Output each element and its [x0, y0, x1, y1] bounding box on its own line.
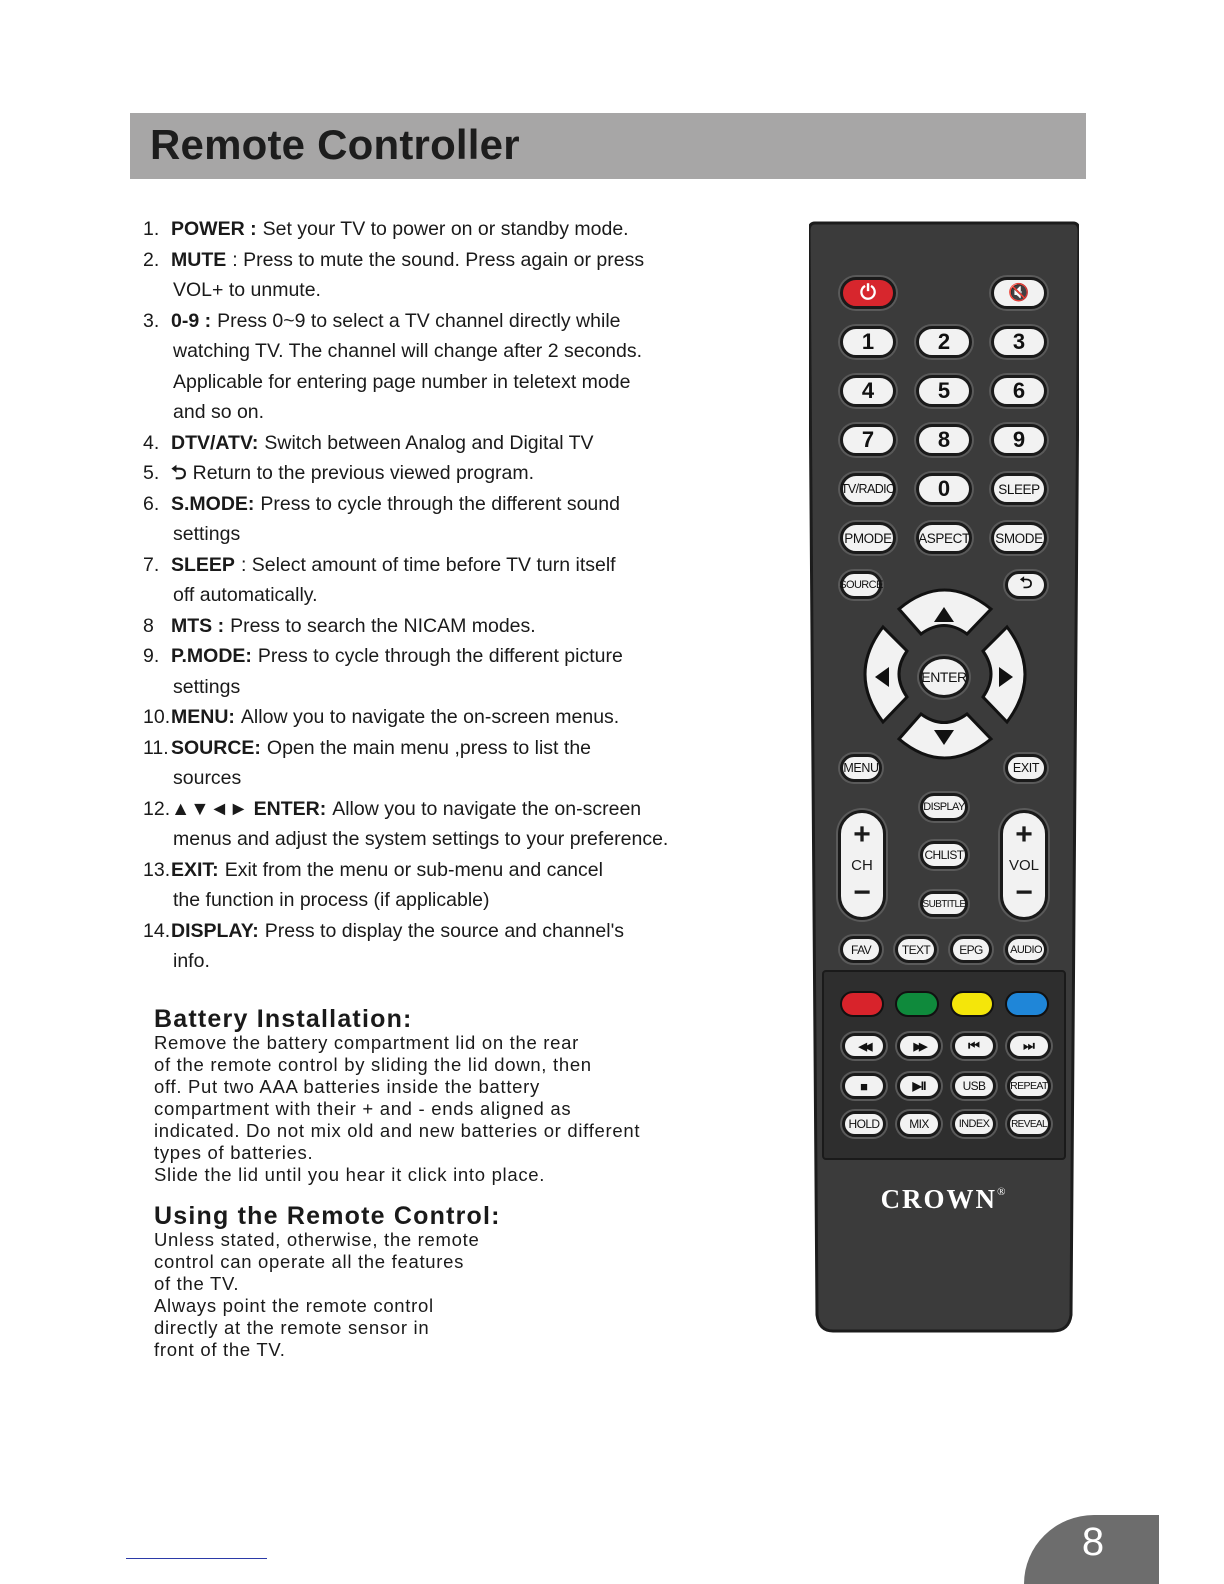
page-title: Remote Controller [150, 121, 520, 168]
hold-button[interactable]: HOLD [842, 1111, 886, 1137]
volume-label: VOL [1008, 857, 1039, 874]
instruction-text: Allow you to navigate the on-screen menus. [240, 706, 620, 728]
instruction-first-line [143, 214, 803, 245]
using-section [154, 1202, 501, 1361]
digit-3-button[interactable]: 3 [991, 326, 1047, 358]
using-line: Always point the remote control [154, 1295, 434, 1316]
battery-line: compartment with their + and - ends aligned as [154, 1098, 572, 1119]
instruction-first-line [143, 855, 803, 886]
volume-down-button[interactable]: − [1015, 876, 1033, 909]
power-button[interactable]: ⏻ [840, 277, 896, 309]
channel-down-button[interactable]: − [853, 876, 871, 909]
instruction-item [143, 702, 803, 733]
mix-button[interactable]: MIX [897, 1111, 941, 1137]
instruction-number: 6. [143, 492, 160, 515]
using-line: directly at the remote sensor in [154, 1317, 430, 1338]
instruction-first-line [143, 458, 803, 489]
instruction-text: Press to cycle through the different picture [257, 645, 623, 667]
instruction-continuation: sources [173, 767, 242, 789]
instruction-key: 0-9 : [171, 309, 212, 332]
instruction-first-line [143, 245, 803, 276]
instruction-continuation: info. [173, 950, 210, 972]
digit-0-button[interactable]: 0 [916, 473, 972, 505]
instruction-continuation: settings [173, 523, 241, 545]
instruction-first-line [143, 489, 803, 520]
instruction-text: Press to display the source and channel's [264, 919, 625, 942]
battery-line: of the remote control by sliding the lid down, then [154, 1054, 592, 1075]
instruction-text: Switch between Analog and Digital TV [264, 431, 594, 454]
exit-button[interactable]: EXIT [1005, 754, 1047, 782]
instruction-item [143, 641, 803, 702]
instruction-number: 8 [143, 614, 154, 637]
battery-heading: Battery Installation: [154, 1005, 413, 1033]
fav-button[interactable]: FAV [840, 936, 882, 963]
instruction-key: MTS : [171, 614, 225, 637]
mute-icon: 🔇 [1008, 283, 1030, 302]
instruction-text: Press to cycle through the different sound [260, 492, 620, 515]
tv-radio-button[interactable]: TV/RADIO [840, 473, 896, 505]
instruction-first-line [143, 611, 803, 642]
smode-button[interactable]: SMODE [991, 522, 1047, 554]
instruction-key: DTV/ATV: [171, 431, 259, 454]
volume-rocker[interactable] [1000, 810, 1048, 920]
sleep-button[interactable]: SLEEP [991, 473, 1047, 505]
instruction-continuation: off automatically. [173, 584, 318, 606]
instruction-text: : Press to mute the sound. Press again or press [232, 248, 645, 271]
play-pause-button[interactable] [897, 1073, 941, 1099]
instruction-text: Open the main menu ,press to list the [266, 736, 592, 759]
battery-line: Remove the battery compartment lid on the rear [154, 1032, 579, 1053]
text-button[interactable]: TEXT [895, 936, 937, 963]
instruction-first-line [143, 428, 803, 459]
instruction-list [143, 214, 803, 977]
instruction-key: ⮌ [171, 462, 187, 484]
instruction-first-line [143, 306, 803, 337]
instruction-text: Exit from the menu or sub-menu and cancel [224, 858, 603, 881]
instruction-text: Set your TV to power on or standby mode. [262, 218, 629, 240]
stop-icon: ■ [860, 1078, 868, 1094]
remote-illustration [809, 219, 1079, 1333]
instruction-number: 9. [143, 645, 160, 667]
fast-forward-icon: ▶▶ [913, 1040, 925, 1053]
instruction-text: Allow you to navigate the on-screen [332, 797, 642, 820]
instruction-key: POWER : [171, 218, 257, 240]
rewind-icon: ◀◀ [858, 1040, 870, 1053]
battery-line: Slide the lid until you hear it click into place. [154, 1164, 546, 1185]
red-key-button[interactable] [840, 991, 884, 1017]
instruction-item [143, 428, 803, 459]
instruction-item [143, 916, 803, 977]
page-number: 8 [1081, 1520, 1105, 1564]
instruction-continuation: watching TV. The channel will change after 2 seconds. [173, 340, 643, 362]
channel-rocker[interactable] [838, 810, 886, 920]
reveal-button[interactable]: REVEAL [1007, 1111, 1051, 1137]
instruction-text: : Select amount of time before TV turn itself [240, 553, 616, 576]
digit-6-button[interactable]: 6 [991, 375, 1047, 407]
instruction-key: MUTE [171, 248, 227, 271]
title-bar [130, 113, 1086, 179]
enter-button[interactable]: ENTER [919, 656, 969, 698]
display-button[interactable]: DISPLAY [920, 793, 968, 821]
instruction-key: S.MODE: [171, 492, 255, 515]
audio-button[interactable]: AUDIO [1005, 936, 1047, 963]
instruction-continuation: and so on. [173, 401, 265, 423]
instruction-key: SLEEP [171, 553, 235, 576]
instruction-key: P.MODE: [171, 645, 252, 667]
instruction-number: 4. [143, 431, 160, 454]
return-button[interactable] [1005, 571, 1047, 599]
pmode-button[interactable]: PMODE [840, 522, 896, 554]
instruction-number: 3. [143, 309, 160, 332]
instruction-first-line [143, 550, 803, 581]
using-line: front of the TV. [154, 1339, 286, 1360]
aspect-button[interactable]: ASPECT [916, 522, 972, 554]
mute-button[interactable] [991, 277, 1047, 309]
instruction-item [143, 458, 803, 489]
instruction-key: ▲▼◄► ENTER: [171, 797, 327, 820]
brand-logo [809, 1184, 1079, 1215]
instruction-number: 14. [143, 919, 171, 942]
instruction-text: Return to the previous viewed program. [192, 462, 535, 484]
battery-line: off. Put two AAA batteries inside the battery [154, 1076, 540, 1097]
instruction-item [143, 733, 803, 794]
instruction-item [143, 550, 803, 611]
instruction-first-line [143, 641, 803, 672]
usb-button[interactable]: USB [952, 1073, 996, 1099]
source-button[interactable]: SOURCE [840, 571, 882, 599]
battery-section [154, 1005, 641, 1186]
return-icon: ⮌ [1019, 574, 1033, 592]
previous-icon: ⏮ [968, 1038, 980, 1053]
fast-forward-button[interactable] [897, 1033, 941, 1059]
instruction-continuation: Applicable for entering page number in teletext mode [173, 370, 631, 393]
instruction-number: 13. [143, 858, 171, 881]
instruction-text: Press to search the NICAM modes. [230, 614, 536, 637]
instruction-number: 5. [143, 462, 160, 484]
digit-1-button[interactable]: 1 [840, 326, 896, 358]
stop-button[interactable] [842, 1073, 886, 1099]
volume-up-button[interactable]: + [1015, 818, 1033, 851]
instruction-number: 2. [143, 248, 160, 271]
instruction-key: DISPLAY: [171, 919, 259, 942]
digit-2-button[interactable]: 2 [916, 326, 972, 358]
previous-button[interactable] [952, 1033, 996, 1059]
using-line: of the TV. [154, 1273, 240, 1294]
instruction-number: 12. [143, 797, 171, 820]
green-key-button[interactable] [895, 991, 939, 1017]
instruction-continuation: the function in process (if applicable) [173, 889, 490, 911]
digit-7-button[interactable]: 7 [840, 424, 896, 456]
instruction-continuation: settings [173, 675, 241, 698]
brand-name: CROWN [880, 1184, 998, 1214]
footer-rule [126, 1558, 267, 1559]
index-button[interactable]: INDEX [952, 1111, 996, 1137]
instruction-number: 1. [143, 218, 160, 240]
battery-line: types of batteries. [154, 1142, 314, 1163]
instruction-first-line [143, 733, 803, 764]
instruction-item [143, 489, 803, 550]
instruction-item [143, 794, 803, 855]
blue-key-button[interactable] [1005, 991, 1049, 1017]
instruction-item [143, 611, 803, 642]
chlist-button[interactable]: CHLIST [920, 841, 968, 869]
using-heading: Using the Remote Control: [154, 1202, 501, 1230]
menu-button[interactable]: MENU [840, 754, 882, 782]
instruction-continuation: menus and adjust the system settings to your preference. [173, 828, 669, 850]
channel-up-button[interactable]: + [853, 818, 871, 851]
instruction-item [143, 855, 803, 916]
instruction-continuation: VOL+ to unmute. [173, 279, 321, 301]
next-button[interactable] [1007, 1033, 1051, 1059]
next-icon: ⏭ [1023, 1038, 1035, 1053]
yellow-key-button[interactable] [950, 991, 994, 1017]
instruction-item [143, 306, 803, 428]
epg-button[interactable]: EPG [950, 936, 992, 963]
instruction-key: MENU: [171, 706, 235, 728]
rewind-button[interactable] [842, 1033, 886, 1059]
instruction-first-line [143, 794, 803, 825]
instruction-item [143, 214, 803, 245]
digit-9-button[interactable]: 9 [991, 424, 1047, 456]
digit-5-button[interactable]: 5 [916, 375, 972, 407]
channel-label: CH [851, 857, 873, 874]
instruction-number: 10. [143, 706, 171, 728]
instruction-key: EXIT: [171, 858, 219, 881]
instruction-item [143, 245, 803, 306]
instruction-key: SOURCE: [171, 736, 261, 759]
subtitle-button[interactable]: SUBTITLE [920, 891, 968, 917]
registered-mark: ® [997, 1186, 1008, 1198]
instruction-number: 7. [143, 553, 160, 576]
using-line: control can operate all the features [154, 1251, 465, 1272]
instruction-text: Press 0~9 to select a TV channel directly while [217, 309, 621, 332]
instruction-number: 11. [143, 736, 169, 759]
using-line: Unless stated, otherwise, the remote [154, 1229, 480, 1250]
instruction-first-line [143, 702, 803, 733]
battery-line: indicated. Do not mix old and new batteries or different [154, 1120, 641, 1141]
play-pause-icon: ▶II [912, 1079, 926, 1093]
instruction-first-line [143, 916, 803, 947]
digit-8-button[interactable]: 8 [916, 424, 972, 456]
digit-4-button[interactable]: 4 [840, 375, 896, 407]
repeat-button[interactable]: REPEAT [1007, 1073, 1051, 1099]
